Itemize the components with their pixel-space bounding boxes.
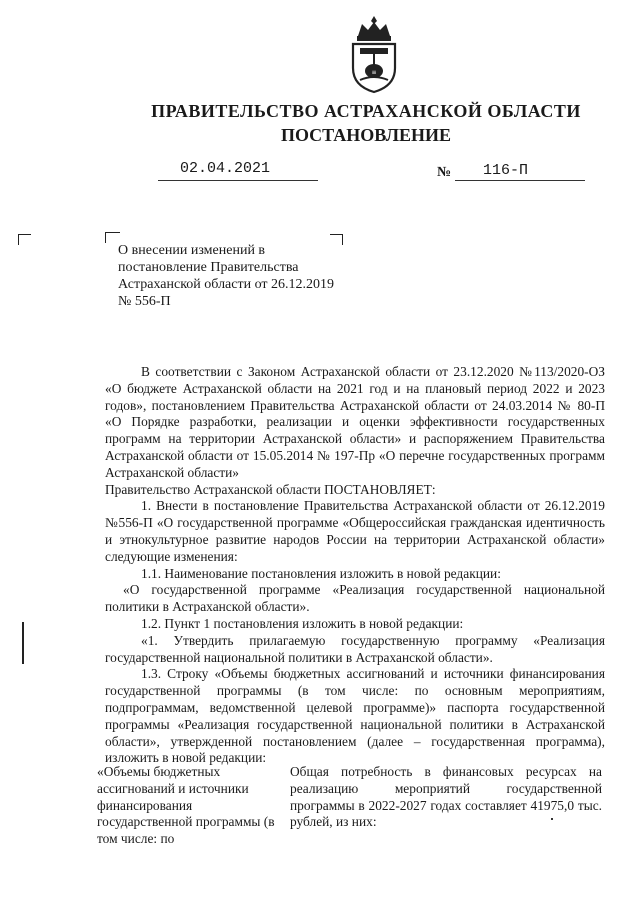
body-paragraph: 1.1. Наименование постановления изложить в новой редакции: xyxy=(141,565,501,581)
document-type: ПОСТАНОВЛЕНИЕ xyxy=(280,125,452,145)
document-date: 02.04.2021 xyxy=(180,160,271,177)
date-underline xyxy=(158,180,318,181)
document-subject: О внесении изменений в постановление Правительства Астраханской области от 26.12.2019 № 556-П xyxy=(118,243,335,309)
number-sign: № xyxy=(437,165,452,180)
corner-mark xyxy=(18,234,31,245)
body-paragraph: «1. Утвердить прилагаемую государственную программу «Реализация государственной национальной политики в Астраханской области». xyxy=(105,632,605,665)
government-name: ПРАВИТЕЛЬСТВО АСТРАХАНСКОЙ ОБЛАСТИ xyxy=(151,101,581,121)
body-paragraph: 1.2. Пункт 1 постановления изложить в новой редакции: xyxy=(141,615,464,631)
body-paragraph: В соответствии с Законом Астраханской области от 23.12.2020 №113/2020-ОЗ «О бюджете Астраханской области на 2021 год и на плановый период 2022 и 2023 годов», постановлением Правительства Астраханской области от 24.03.2014 № 80-П «О Порядке разработки, реализации и оценки эффективности государственных программ на территории Астраханской области» и распоряжением Правительства Астраханской области от 15.05.2014 № 197-Пр «О перечне государственных программ Астраханской области» xyxy=(105,364,605,480)
scan-speck xyxy=(551,818,553,820)
number-underline xyxy=(455,180,585,181)
table-cell-right: Общая потребность в финансовых ресурсах на реализацию мероприятий государственной программы в 2022-2027 годах составляет 41975,0 тыс. рублей, из них: xyxy=(290,764,602,830)
body-paragraph: 1.3. Строку «Объемы бюджетных ассигнований и источники финансирования государственной программы (в том числе: по основным мероприятиям, подпрограммам, ведомственной целевой программе)» паспорта государственной программы «Реализация государственной национальной политики в Астраханской области», утвержденной постановлением (далее – государственная программа), изложить в новой редакции: xyxy=(105,666,605,766)
svg-text:≡: ≡ xyxy=(371,69,377,76)
document-number: 116-П xyxy=(483,162,529,179)
table-cell-left: «Объемы бюджетных ассигнований и источники финансирования государственной программы (в том числе: по xyxy=(97,764,275,847)
body-paragraph: 1. Внести в постановление Правительства Астраханской области от 26.12.2019 №556-П «О государственной программе «Общероссийская гражданская идентичность и этнокультурное развитие народов России на территории Астраханской области» следующие изменения: xyxy=(105,498,605,564)
body-paragraph: «О государственной программе «Реализация государственной национальной политики в Астраханской области». xyxy=(105,582,605,615)
margin-line xyxy=(22,622,24,664)
document-body xyxy=(105,364,605,767)
body-paragraph: Правительство Астраханской области ПОСТАНОВЛЯЕТ: xyxy=(105,481,436,497)
coat-of-arms-emblem xyxy=(346,14,402,94)
